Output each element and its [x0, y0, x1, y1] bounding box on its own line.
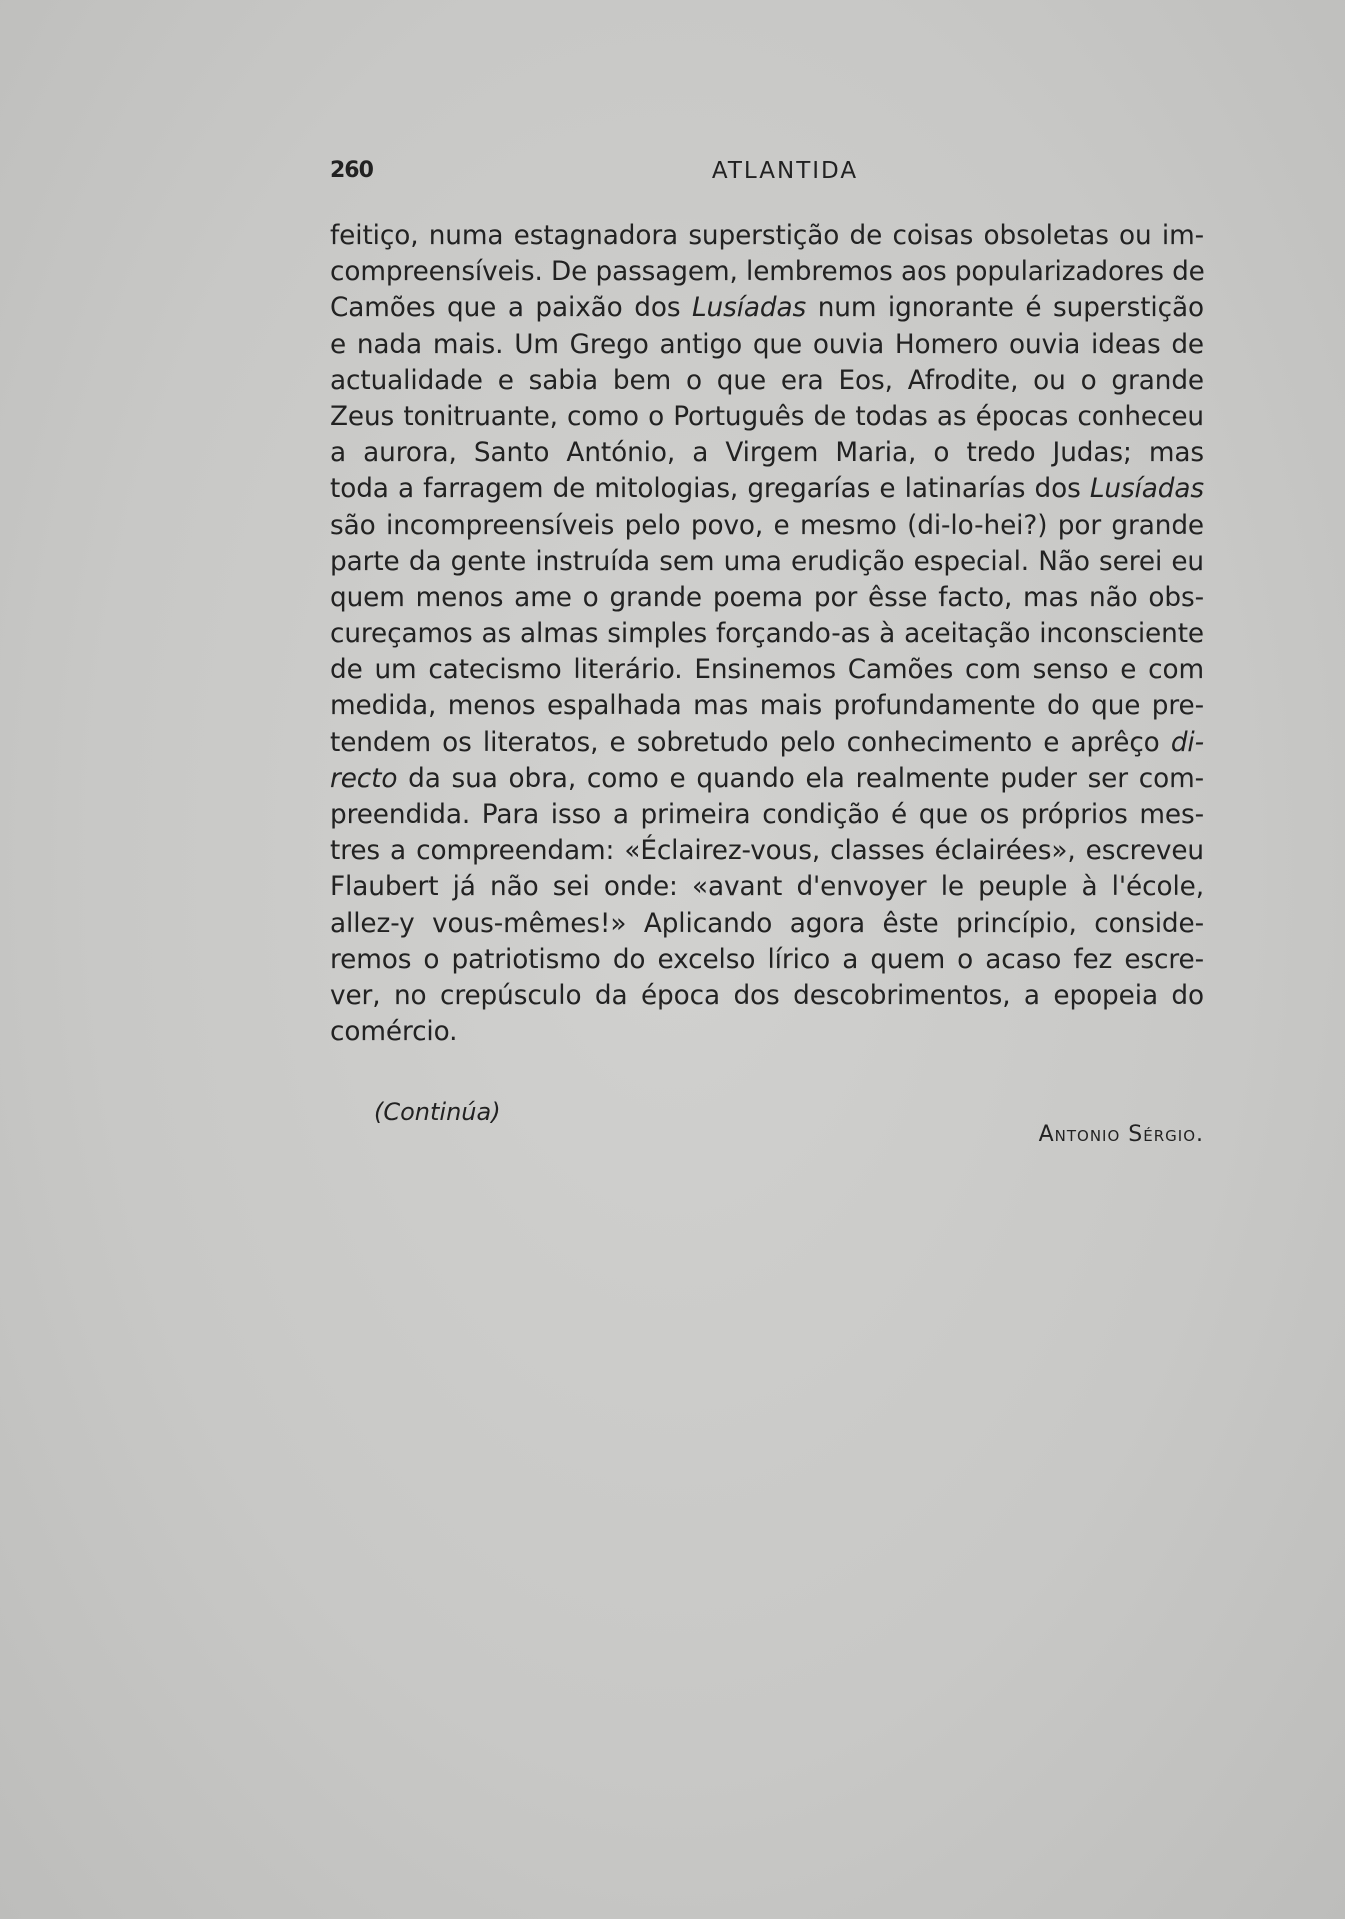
page-footer	[330, 1098, 1204, 1158]
text-line: remos o patriotismo do excelso lírico a quem o acaso fez escre-	[330, 944, 1204, 975]
text-line: ver, no crepúsculo da época dos descobrimentos, a epopeia do	[330, 980, 1204, 1011]
text-line: de um catecismo literário. Ensinemos Camões com senso e com	[330, 655, 1204, 686]
text-line: preendida. Para isso a primeira condição é que os próprios mes-	[330, 800, 1204, 830]
text-line: Zeus tonitruante, como o Português de todas as épocas conheceu	[330, 401, 1204, 432]
text-line: feitiço, numa estagnadora superstição de coisas obsoletas ou im-	[330, 221, 1204, 251]
text-line: medida, menos espalhada mas mais profundamente do que pre-	[330, 691, 1204, 722]
continued-note: (Continúa)	[374, 1098, 501, 1126]
text-line: cureçamos as almas simples forçando-as à aceitação inconsciente	[330, 619, 1204, 650]
text-line: recto da sua obra, como e quando ela realmente puder ser com-	[330, 763, 1204, 794]
text-line: tres a compreendam: «Éclairez-vous, classes éclairées», escreveu	[330, 836, 1204, 867]
body-paragraph	[330, 218, 1204, 1050]
text-line: a aurora, Santo António, a Virgem Maria, o tredo Judas; mas	[330, 438, 1204, 469]
text-line: allez-y vous-mêmes!» Aplicando agora êste princípio, conside-	[330, 908, 1204, 939]
page-number: 260	[330, 158, 373, 183]
text-line: actualidade e sabia bem o que era Eos, Afrodite, ou o grande	[330, 365, 1204, 396]
running-title: ATLANTIDA	[711, 158, 859, 184]
text-line: são incompreensíveis pelo povo, e mesmo (di-lo-hei?) por grande	[330, 510, 1204, 541]
text-line: Camões que a paixão dos Lusíadas num ignorante é superstição	[330, 293, 1204, 324]
text-line: comércio.	[330, 1017, 458, 1048]
text-line: e nada mais. Um Grego antigo que ouvia Homero ouvia ideas de	[330, 329, 1204, 360]
text-line: Flaubert já não sei onde: «avant d'envoyer le peuple à l'école,	[330, 872, 1204, 903]
text-line: toda a farragem de mitologias, gregarías e latinarías dos Lusíadas	[330, 474, 1204, 505]
page-header	[330, 158, 1200, 194]
text-line: parte da gente instruída sem uma erudição especial. Não serei eu	[330, 546, 1204, 577]
text-line: tendem os literatos, e sobretudo pelo conhecimento e aprêço di-	[330, 727, 1204, 758]
author-signature: Antonio Sérgio.	[1038, 1122, 1204, 1147]
text-line: compreensíveis. De passagem, lembremos aos popularizadores de	[330, 257, 1205, 288]
text-line: quem menos ame o grande poema por êsse facto, mas não obs-	[330, 582, 1204, 613]
